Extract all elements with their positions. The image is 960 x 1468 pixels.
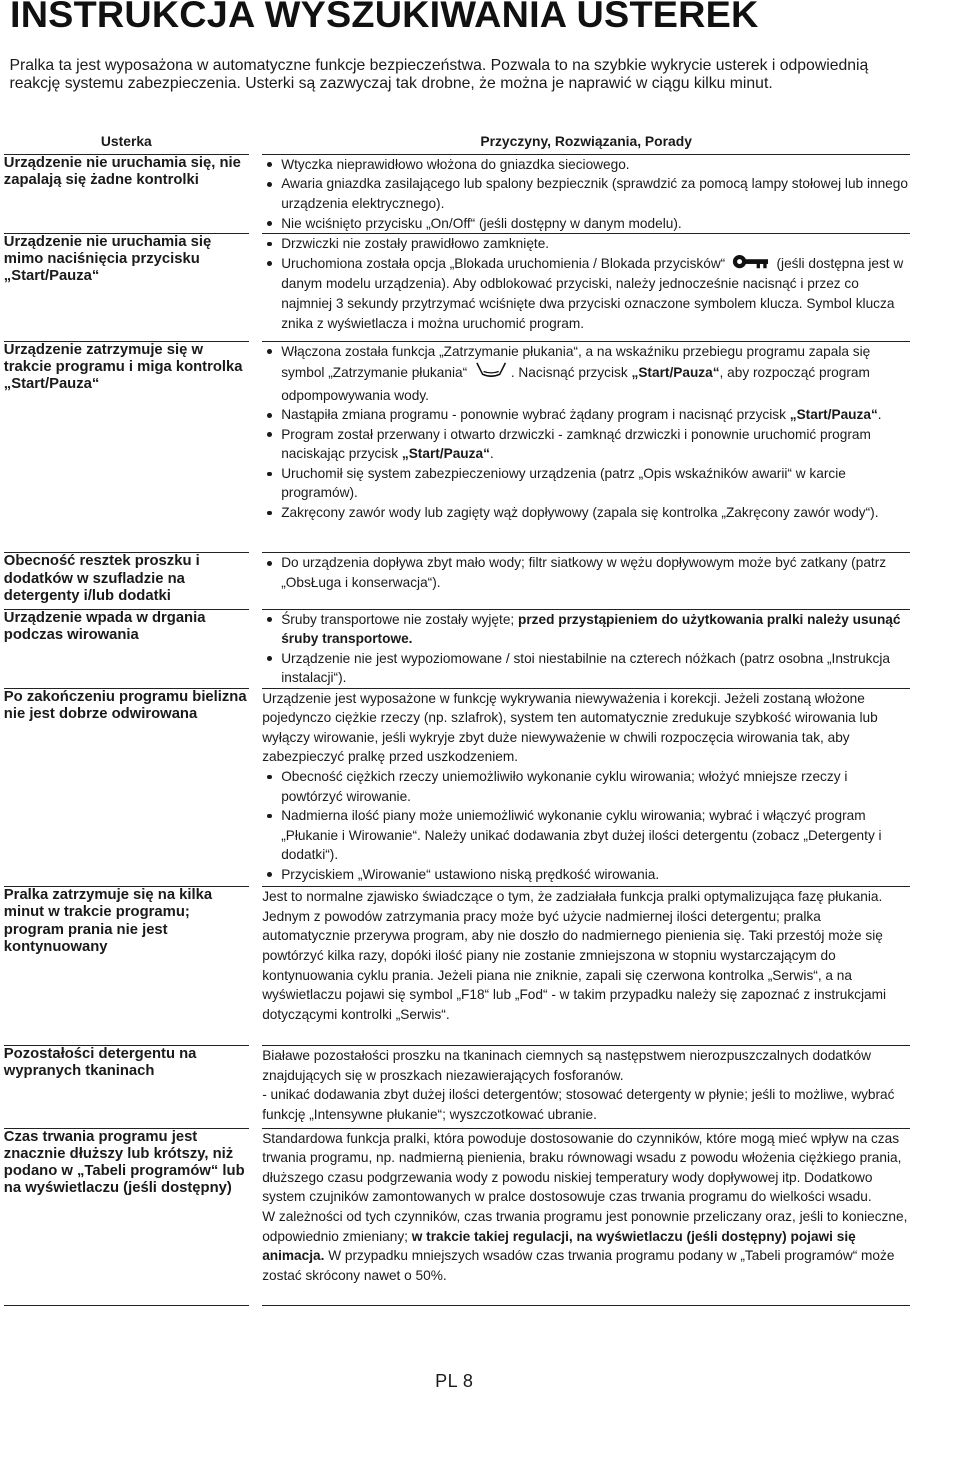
symptom-cell: Pralka zatrzymuje się na kilka minut w trakcie programu; program prania nie jest kontynuowany bbox=[4, 887, 249, 1046]
symptom-cell: Urządzenie zatrzymuje się w trakcie programu i miga kontrolka „Start/Pauza“ bbox=[4, 341, 249, 553]
paragraph: Białawe pozostałości proszku na tkaninach ciemnych są następstwem nierozpuszczalnych dodatków znajdujących się w proszkach niezawierających fosforanów. bbox=[262, 1048, 871, 1083]
list-item: Uruchomił się system zabezpieczeniowy urządzenia (patrz „Opis wskaźników awarii“ w karcie programów). bbox=[262, 464, 910, 503]
table-row bbox=[4, 1128, 910, 1306]
column-header-fault: Usterka bbox=[4, 129, 249, 154]
list-item: Nastąpiła zmiana programu - ponownie wybrać żądany program i nacisnąć przycisk „Start/Pauza“. bbox=[262, 405, 910, 425]
table-row bbox=[4, 234, 910, 341]
table-row bbox=[4, 341, 910, 553]
list-item: Przyciskiem „Wirowanie“ ustawiono niską prędkość wirowania. bbox=[262, 865, 910, 885]
list-item: Awaria gniazdka zasilającego lub spalony bezpiecznik (sprawdzić za pomocą lampy stołowej lub innego urządzenia elektrycznego). bbox=[262, 174, 910, 213]
column-header-causes: Przyczyny, Rozwiązania, Porady bbox=[262, 129, 910, 154]
list-item: Włączona została funkcja „Zatrzymanie płukania“, a na wskaźniku przebiegu programu zapala się symbol „Zatrzymanie płukania“ . Nacisnąć przycisk „Start/Pauza“, aby rozpocząć program odpompowywania wody. bbox=[262, 342, 910, 406]
paragraph: - unikać dodawania zbyt dużej ilości detergentów; stosować detergenty w płynie; jeśli to możliwe, wybrać funkcję „Intensywne płukanie“; wyszczotkować ubranie. bbox=[262, 1087, 895, 1122]
list-item: Uruchomiona została opcja „Blokada uruchomienia / Blokada przycisków“ (jeśli dostępna jest w danym modelu urządzenia). Aby odblokować przyciski, należy jednocześnie nacisnąć i przez co najmniej 3 sekundy przytrzymać wciśnięte dwa przyciski oznaczone symbolem klucza. Symbol klucza znika z wyświetlacza i można uruchomić program. bbox=[262, 254, 910, 333]
list-item: Śruby transportowe nie zostały wyjęte; przed przystąpieniem do użytkowania pralki należy usunąć śruby transportowe. bbox=[262, 610, 910, 649]
symptom-cell: Urządzenie nie uruchamia się, nie zapalają się żadne kontrolki bbox=[4, 154, 249, 233]
table-row bbox=[4, 688, 910, 887]
list-item: Nadmierna ilość piany może uniemożliwić wykonanie cyklu wirowania; wybrać i włączyć program „Płukanie i Wirowanie“. Należy unikać dodawania zbyt dużej ilości detergentu (zobacz „Detergenty i dodatki“). bbox=[262, 806, 910, 865]
paragraph: Urządzenie jest wyposażone w funkcję wykrywania niewyważenia i korekcji. Jeżeli zostaną włożone pojedynczo ciężkie rzeczy (np. szlafrok), system ten automatycznie zredukuje szybkość wirowania lub wyłączy wirowanie, jeśli wykryje zbyt duże niewyważenie w chwili rozpoczęcia wirowania tak, aby zabezpieczyć pralkę przed uszkodzeniem. bbox=[262, 690, 878, 765]
solutions-cell bbox=[262, 553, 910, 609]
solutions-cell bbox=[262, 341, 910, 553]
solutions-cell bbox=[262, 887, 910, 1046]
table-row bbox=[4, 1046, 910, 1129]
list-item: Program został przerwany i otwarto drzwiczki - zamknąć drzwiczki i ponownie uruchomić program naciskając przycisk „Start/Pauza“. bbox=[262, 425, 910, 464]
paragraph: W zależności od tych czynników, czas trwania programu jest ponownie przeliczany oraz, jeśli to konieczne, odpowiednio zmieniany; w trakcie takiej regulacji, na wyświetlaczu (jeśli dostępny) pojawi się animacja. W przypadku mniejszych wsadów czas trwania programu podany w „Tabeli programów“ może zostać skrócony nawet o 50%. bbox=[262, 1208, 908, 1283]
solutions-cell bbox=[262, 1128, 910, 1306]
symptom-cell: Urządzenie nie uruchamia się mimo naciśnięcia przycisku „Start/Pauza“ bbox=[4, 234, 249, 341]
list-item: Wtyczka nieprawidłowo włożona do gniazdka sieciowego. bbox=[262, 155, 910, 175]
list-item: Zakręcony zawór wody lub zagięty wąż dopływowy (zapala się kontrolka „Zakręcony zawór wody“). bbox=[262, 503, 910, 523]
list-item: Obecność ciężkich rzeczy uniemożliwiło wykonanie cyklu wirowania; włożyć mniejsze rzeczy i powtórzyć wirowanie. bbox=[262, 767, 910, 806]
rinse-hold-icon bbox=[475, 361, 507, 386]
intro-text: Pralka ta jest wyposażona w automatyczne funkcje bezpieczeństwa. Pozwala to na szybkie wykrycie usterek i odpowiednią reakcję systemu zabezpieczenia. Usterki są zazwyczaj tak drobne, że można je naprawić w ciągu kilku minut. bbox=[9, 57, 869, 93]
symptom-cell: Pozostałości detergentu na wypranych tkaninach bbox=[4, 1046, 249, 1129]
symptom-cell: Obecność resztek proszku i dodatków w szufladzie na detergenty i/lub dodatki bbox=[4, 553, 249, 609]
page-number: PL 8 bbox=[435, 1370, 474, 1391]
symptom-cell: Urządzenie wpada w drgania podczas wirowania bbox=[4, 609, 249, 688]
table-row bbox=[4, 887, 910, 1046]
table-row bbox=[4, 609, 910, 688]
solutions-cell bbox=[262, 609, 910, 688]
solutions-cell bbox=[262, 688, 910, 887]
page-title: INSTRUKCJA WYSZUKIWANIA USTEREK bbox=[9, 0, 758, 36]
symptom-cell: Czas trwania programu jest znacznie dłuższy lub krótszy, niż podano w „Tabeli programów“ lub na wyświetlaczu (jeśli dostępny) bbox=[4, 1128, 249, 1306]
key-icon bbox=[731, 254, 771, 275]
troubleshooting-table bbox=[4, 129, 910, 1306]
solutions-cell bbox=[262, 1046, 910, 1129]
table-row bbox=[4, 154, 910, 233]
paragraph: Jest to normalne zjawisko świadczące o tym, że zadziałała funkcja pralki optymalizująca fazę płukania. Jednym z powodów zatrzymania pracy może być użycie nadmiernej ilości detergentu; pralka automatycznie przerywa program, aby nie doszło do nadmiernego pienienia się. Taki przestój może się powtórzyć kilka razy, dopóki ilość piany nie zostanie zmniejszona w stopniu wystarczającym do kontynuowania cyklu prania. Jeżeli piana nie zniknie, zapali się czerwona kontrolka „Serwis“, a na wyświetlaczu pojawi się symbol „F18“ lub „Fod“ - w takim przypadku należy się zapoznać z instrukcjami dotyczącymi kontrolki „Serwis“. bbox=[262, 889, 887, 1022]
list-item: Do urządzenia dopływa zbyt mało wody; filtr siatkowy w wężu dopływowym może być zatkany (patrz „ObsŁuga i konserwacja“). bbox=[262, 553, 910, 592]
list-item: Drzwiczki nie zostały prawidłowo zamknięte. bbox=[262, 234, 910, 254]
paragraph: Standardowa funkcja pralki, która powoduje dostosowanie do czynników, które mogą mieć wpływ na czas trwania programu, np. nadmierną pienienia, braku równowagi wsadu z powodu włożenia ciężkiego prania, dłuższego czasu podgrzewania wody z powodu niskiej temperatury wody dopływowej itp. Dodatkowo system czujników zamontowanych w pralce dostosowuje czas trwania programu do wielkości wsadu. bbox=[262, 1130, 902, 1205]
solutions-cell bbox=[262, 234, 910, 341]
list-item: Urządzenie nie jest wypoziomowane / stoi niestabilnie na czterech nóżkach (patrz osobna „Instrukcja instalacji“). bbox=[262, 649, 910, 688]
solutions-cell bbox=[262, 154, 910, 233]
list-item: Nie wciśnięto przycisku „On/Off“ (jeśli dostępny w danym modelu). bbox=[262, 214, 910, 234]
table-row bbox=[4, 553, 910, 609]
symptom-cell: Po zakończeniu programu bielizna nie jest dobrze odwirowana bbox=[4, 688, 249, 887]
